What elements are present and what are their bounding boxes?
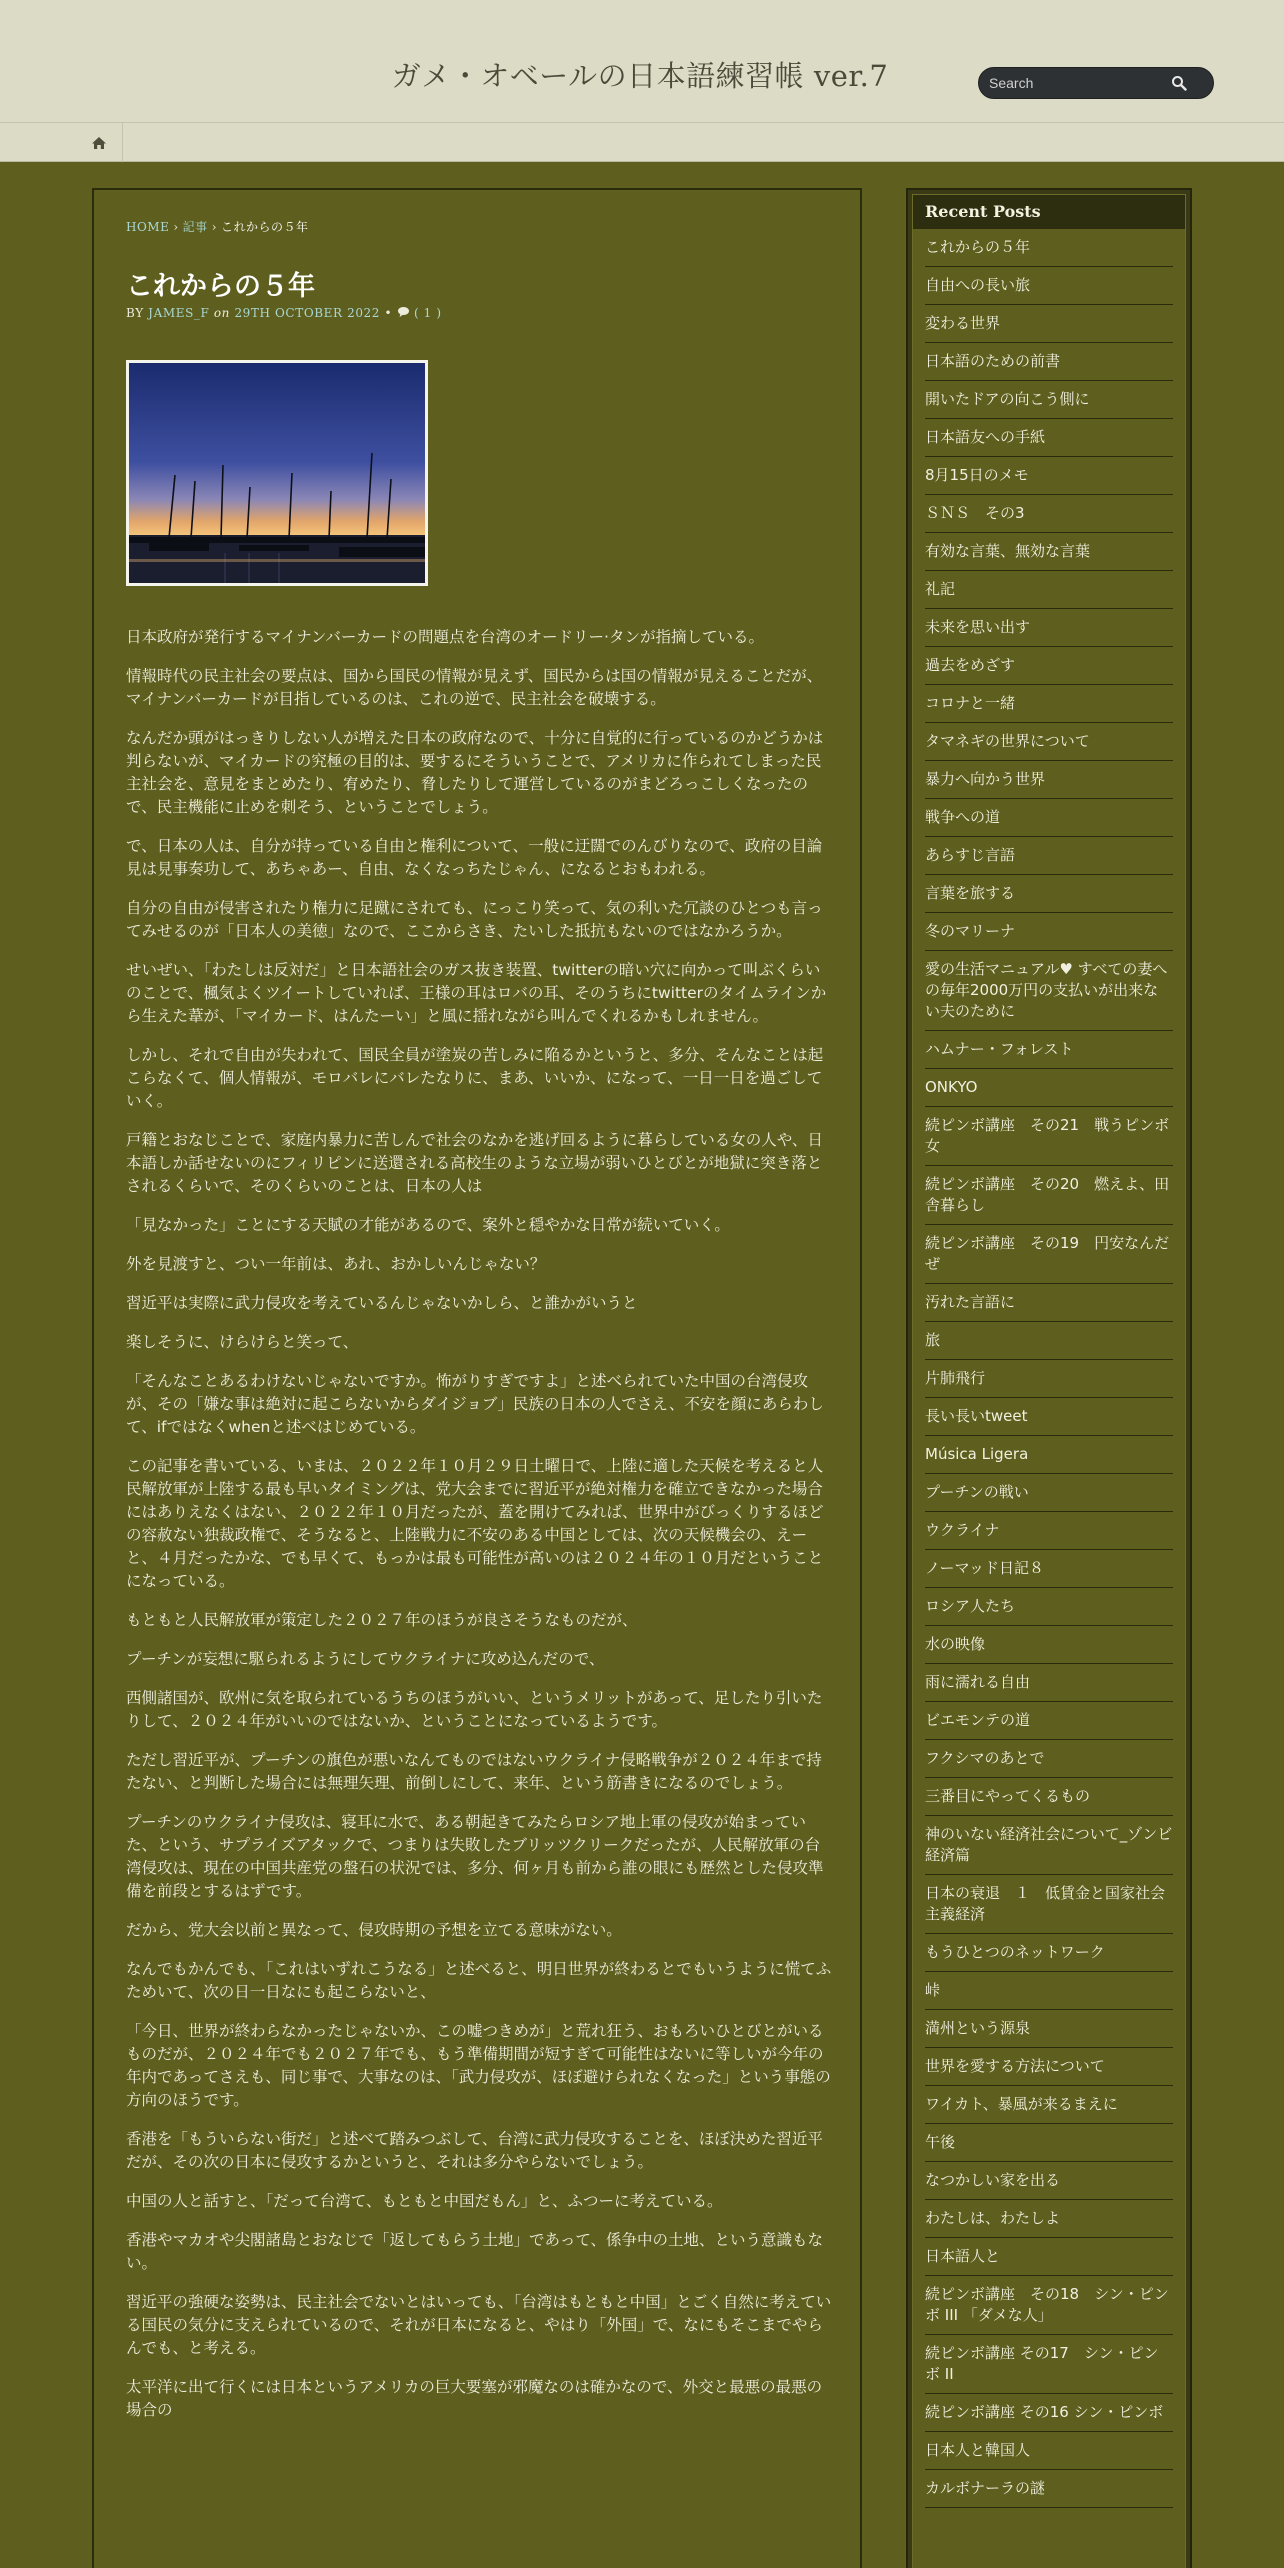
recent-post-item [925, 1934, 1173, 1972]
recent-post-link[interactable]: ワイカト、暴風が来るまえに [925, 2095, 1118, 2113]
recent-post-link[interactable]: ONKYO [925, 1078, 978, 1096]
recent-post-link[interactable]: 続ピンボ講座 その21 戦うピンボ女 [925, 1116, 1170, 1155]
search-input[interactable] [989, 72, 1159, 94]
recent-post-item [925, 2086, 1173, 2124]
search-box [978, 67, 1214, 99]
recent-post-item [925, 1512, 1173, 1550]
recent-post-link[interactable]: 峠 [925, 1981, 941, 1999]
recent-post-item [925, 381, 1173, 419]
recent-post-item [925, 609, 1173, 647]
recent-post-link[interactable]: 長い長いtweet [925, 1407, 1028, 1425]
recent-post-link[interactable]: 汚れた言語に [925, 1293, 1016, 1311]
recent-post-link[interactable]: 礼記 [925, 580, 956, 598]
post-paragraph: 西側諸国が、欧州に気を取られているうちのほうがいい、というメリットがあって、足したり引いたりして、２０２４年がいいのではないか、ということになっているようです。 [126, 1689, 823, 1730]
post-paragraph: で、日本の人は、自分が持っている自由と権利について、一般に迂闊でのんびりなので、政府の目論見は見事奏功して、あちゃあー、自由、なくなっちたじゃん、になるとおもわれる。 [126, 837, 823, 878]
recent-posts-widget [912, 194, 1186, 2568]
recent-post-item [925, 1436, 1173, 1474]
recent-post-item [925, 419, 1173, 457]
recent-post-item [925, 305, 1173, 343]
recent-post-link[interactable]: Música Ligera [925, 1445, 1029, 1463]
post-paragraph: プーチンのウクライナ侵攻は、寝耳に水で、ある朝起きてみたらロシア地上軍の侵攻が始まっていた、という、サプライズアタックで、つまりは失敗したブリッツクリークだったが、人民解放軍の台湾侵攻は、現在の中国共産党の盤石の状況では、多分、何ヶ月も前から誰の眼にも歴然とした侵攻準備を前段とするはずです。 [126, 1813, 824, 1900]
recent-post-link[interactable]: コロナと一緒 [925, 694, 1016, 712]
recent-post-item [925, 533, 1173, 571]
recent-post-item [925, 2048, 1173, 2086]
recent-post-item [925, 1398, 1173, 1436]
recent-post-item [925, 2394, 1173, 2432]
meta-by-label: BY [126, 306, 144, 320]
widget-title: Recent Posts [913, 195, 1185, 229]
post-paragraph: プーチンが妄想に駆られるようにしてウクライナに攻め込んだので、 [126, 1650, 605, 1668]
recent-post-item [925, 685, 1173, 723]
recent-post-link[interactable]: 愛の生活マニュアル♥ すべての妻への毎年2000万円の支払いが出来ない夫のために [925, 960, 1168, 1020]
recent-post-item [925, 1107, 1173, 1166]
site-header [0, 0, 1284, 122]
post-paragraph: しかし、それで自由が失われて、国民全員が塗炭の苦しみに陥るかというと、多分、そんなことは起こらなくて、個人情報が、モロバレにバレたなりに、まあ、いいか、になって、一日一日を過ごしていく。 [126, 1046, 824, 1110]
recent-post-item [925, 457, 1173, 495]
post-paragraph: 「今日、世界が終わらなかったじゃないか、この嘘つきめが」と荒れ狂う、おもろいひとびとがいるものだが、２０２４年でも２０２７年でも、もう準備期間が短すぎて可能性はないに等しいが今年の年内であってさえも、同じ事で、大事なのは、「武力侵攻が、ほぼ避けられなくなった」という事態の方向のほうです。 [126, 2022, 831, 2109]
post-date-link[interactable]: 29TH OCTOBER 2022 [234, 306, 381, 320]
recent-post-link[interactable]: わたしは、わたしよ [925, 2209, 1061, 2227]
recent-post-link[interactable]: なつかしい家を出る [925, 2171, 1061, 2189]
comments-link[interactable]: ( 1 ) [413, 306, 442, 320]
recent-post-item [925, 1166, 1173, 1225]
post-paragraph: 「見なかった」ことにする天賦の才能があるので、案外と穏やかな日常が続いていく。 [126, 1216, 730, 1234]
post-title: これからの５年 [126, 271, 315, 302]
post-paragraph: 中国の人と話すと、「だって台湾て、もともと中国だもん」と、ふつーに考えている。 [126, 2192, 723, 2210]
recent-post-item [925, 1875, 1173, 1934]
post-paragraph: 戸籍とおなじことで、家庭内暴力に苦しんで社会のなかを逃げ回るように暮らしている女の人や、日本語しか話せないのにフィリピンに送還される高校生のような立場が弱いひとびとが地獄に突き落とされるくらいで、そのくらいのことは、日本の人は [126, 1131, 823, 1195]
recent-post-link[interactable]: 片肺飛行 [925, 1369, 986, 1387]
recent-post-item [925, 1360, 1173, 1398]
recent-post-item [925, 2124, 1173, 2162]
recent-post-link[interactable]: 暴力へ向かう世界 [925, 770, 1046, 788]
meta-dot: • [384, 306, 393, 320]
recent-post-link[interactable]: ノーマッド日記８ [925, 1559, 1044, 1577]
recent-post-link[interactable]: フクシマのあとで [925, 1749, 1045, 1767]
recent-post-link[interactable]: 世界を愛する方法について [925, 2057, 1105, 2075]
recent-post-item [925, 2335, 1173, 2394]
recent-post-link[interactable]: 神のいない経済社会について_ゾンビ経済篇 [925, 1825, 1173, 1864]
recent-post-link[interactable]: 雨に濡れる自由 [925, 1673, 1031, 1691]
recent-post-link[interactable]: プーチンの戦い [925, 1483, 1029, 1501]
recent-post-item [925, 723, 1173, 761]
breadcrumb-home[interactable]: HOME [126, 220, 170, 234]
recent-post-link[interactable]: 日本人と韓国人 [925, 2441, 1031, 2459]
recent-post-item [925, 799, 1173, 837]
recent-post-link[interactable]: 未来を思い出す [925, 618, 1031, 636]
recent-post-item [925, 1626, 1173, 1664]
home-icon [91, 136, 107, 150]
recent-post-item [925, 1740, 1173, 1778]
search-icon [1171, 75, 1187, 91]
recent-post-link[interactable]: ビエモンテの道 [925, 1711, 1031, 1729]
sidebar [906, 188, 1192, 2568]
recent-post-link[interactable]: ロシア人たち [925, 1597, 1016, 1615]
post-body [126, 626, 832, 2438]
recent-post-item [925, 1550, 1173, 1588]
breadcrumb-separator: › [211, 220, 217, 234]
recent-post-item [925, 2470, 1173, 2508]
recent-post-item [925, 1284, 1173, 1322]
post-meta [126, 306, 442, 320]
recent-post-link[interactable]: 水の映像 [925, 1635, 986, 1653]
recent-post-link[interactable]: 自由への長い旅 [925, 276, 1031, 294]
recent-post-link[interactable]: 午後 [925, 2133, 956, 2151]
nav-bar [0, 122, 1284, 162]
post-paragraph: 香港やマカオや尖閣諸島とおなじで「返してもらう土地」であって、係争中の土地、という意識もない。 [126, 2231, 824, 2272]
recent-post-link[interactable]: 日本の衰退 １ 低賃金と国家社会主義経済 [925, 1884, 1166, 1923]
recent-post-link[interactable]: 戦争への道 [925, 808, 1001, 826]
post-paragraph: ただし習近平が、プーチンの旗色が悪いなんてものではないウクライナ侵略戦争が２０２４年まで持たない、と判断した場合には無理矢理、前倒しにして、来年、という筋書きになるのでしょう。 [126, 1751, 822, 1792]
post-paragraph: せいぜい、「わたしは反対だ」と日本語社会のガス抜き装置、twitterの暗い穴に向かって叫ぶくらいのことで、楓気よくツイートしていれば、王様の耳はロバの耳、そのうちにtwitterのタイムラインから生えた葦が、「マイカード、はんたーい」と風に揺れながら叫んでくれるかもしれません。 [126, 961, 827, 1025]
author-link[interactable]: JAMES_F [148, 306, 210, 320]
recent-post-link[interactable]: 続ピンボ講座 その19 円安なんだぜ [925, 1234, 1170, 1273]
post-paragraph: 習近平は実際に武力侵攻を考えているんじゃないかしら、と誰かがいうと [126, 1294, 638, 1312]
post-paragraph: 楽しそうに、けらけらと笑って、 [126, 1333, 359, 1351]
post-paragraph: なんでもかんでも、「これはいずれこうなる」と述べると、明日世界が終わるとでもいうように慌てふためいて、次の日一日なにも起こらないと、 [126, 1960, 832, 2001]
recent-post-item [925, 913, 1173, 951]
recent-post-item [925, 1972, 1173, 2010]
recent-post-link[interactable]: これからの５年 [925, 238, 1031, 256]
post-paragraph: この記事を書いている、いまは、２０２２年１０月２９日土曜日で、上陸に適した天候を考えると人民解放軍が上陸する最も早いタイミングは、党大会までに習近平が絶対権力を確立できなかった場合にはありえなくはない、２０２２年１０月だったが、蓋を開けてみれば、世界中がびっくりするほどの容赦ない独裁政権で、そうなると、上陸戦力に不安のある中国としては、次の天候機会の、えーと、４月だったかな、でも早くて、もっかは最も可能性が高いのは２０２４年の１０月だということになっている。 [126, 1457, 824, 1590]
recent-post-link[interactable]: タマネギの世界について [925, 732, 1090, 750]
meta-on-label: on [213, 306, 231, 320]
post-image-marina-sunset[interactable] [126, 360, 428, 586]
recent-post-item [925, 761, 1173, 799]
recent-post-link[interactable]: 日本語友への手紙 [925, 428, 1046, 446]
post-paragraph: 太平洋に出て行くには日本というアメリカの巨大要塞が邪魔なのは確かなので、外交と最悪の最悪の場合の [126, 2378, 823, 2419]
recent-post-link[interactable]: ウクライナ [925, 1521, 1000, 1539]
recent-post-item [925, 267, 1173, 305]
site-title[interactable]: ガメ・オベールの日本語練習帳 ver.7 [391, 59, 889, 93]
post-paragraph: 自分の自由が侵害されたり権力に足蹴にされても、にっこり笑って、気の利いた冗談のひとつも言ってみせるのが「日本人の美徳」なので、ここからさき、たいした抵抗もないのではなかろうか。 [126, 899, 823, 940]
search-button[interactable] [1165, 71, 1193, 95]
recent-posts-list [913, 229, 1185, 2508]
recent-post-item [925, 1069, 1173, 1107]
recent-post-item [925, 1816, 1173, 1875]
post-paragraph: 習近平の強硬な姿勢は、民主社会でないとはいっても、「台湾はもともと中国」とごく自然に考えている国民の気分に支えられているので、それが日本になると、やはり「外国」で、なにもそこまでやらんでも、と考える。 [126, 2293, 832, 2357]
post-paragraph: 「そんなことあるわけないじゃないですか。怖がりすぎですよ」と述べられていた中国の台湾侵攻が、その「嫌な事は絶対に起こらないからダイジョブ」民族の日本の人でさえ、不安を顔にあらわして、ifではなくwhenと述べはじめている。 [126, 1372, 824, 1436]
home-nav-link[interactable] [75, 123, 123, 162]
recent-post-item [925, 951, 1173, 1031]
recent-post-link[interactable]: ハムナー・フォレスト [925, 1040, 1074, 1058]
recent-post-link[interactable]: 三番目にやってくるもの [925, 1787, 1091, 1805]
recent-post-item [925, 571, 1173, 609]
recent-post-item [925, 1778, 1173, 1816]
recent-post-item [925, 1225, 1173, 1284]
breadcrumb-current: これからの５年 [221, 220, 309, 234]
recent-post-item [925, 229, 1173, 267]
recent-post-link[interactable]: 旅 [925, 1331, 941, 1349]
post-paragraph: 香港を「もういらない街だ」と述べて踏みつぶして、台湾に武力侵攻することを、ほぼ決めた習近平だが、その次の日本に侵攻するかというと、それは多分やらないでしょう。 [126, 2130, 823, 2171]
recent-post-item [925, 1664, 1173, 1702]
recent-post-link[interactable]: 過去をめざす [925, 656, 1016, 674]
recent-post-item [925, 2200, 1173, 2238]
recent-post-item [925, 875, 1173, 913]
recent-post-item [925, 1031, 1173, 1069]
post-paragraph: 日本政府が発行するマイナンバーカードの問題点を台湾のオードリー·タンが指摘している。 [126, 628, 764, 646]
recent-post-link[interactable]: 変わる世界 [925, 314, 1001, 332]
post-paragraph: なんだか頭がはっきりしない人が増えた日本の政府なので、十分に自覚的に行っているのかどうかは判らないが、マイカードの究極の目的は、要するにそういうことで、アメリカに作られてしまった民主社会を、意見をまとめたり、宥めたり、脅したりして運営しているのがまどろっこしくなったので、民主機能に止めを刺そう、ということでしょう。 [126, 729, 824, 816]
recent-post-item [925, 837, 1173, 875]
recent-post-link[interactable]: 続ピンボ講座 その20 燃えよ、田舎暮らし [925, 1175, 1170, 1214]
recent-post-link[interactable]: 日本語のための前書 [925, 352, 1061, 370]
recent-post-link[interactable]: 8月15日のメモ [925, 466, 1029, 484]
recent-post-link[interactable]: 続ピンボ講座 その17 シン・ピンボ II [925, 2344, 1159, 2383]
recent-post-item [925, 2432, 1173, 2470]
breadcrumb-category[interactable]: 記事 [182, 220, 208, 234]
post-paragraph: もともと人民解放軍が策定した２０２７年のほうが良さそうなものだが、 [126, 1611, 638, 1629]
recent-post-item [925, 2276, 1173, 2335]
recent-post-item [925, 343, 1173, 381]
recent-post-link[interactable]: 有効な言葉、無効な言葉 [925, 542, 1091, 560]
post-paragraph: だから、党大会以前と異なって、侵攻時期の予想を立てる意味がない。 [126, 1921, 622, 1939]
recent-post-link[interactable]: もうひとつのネットワーク [925, 1943, 1105, 1961]
recent-post-item [925, 2238, 1173, 2276]
recent-post-link[interactable]: 冬のマリーナ [925, 922, 1016, 940]
recent-post-link[interactable]: 続ピンボ講座 その16 シン・ピンボ [925, 2403, 1164, 2421]
recent-post-item [925, 495, 1173, 533]
recent-post-item [925, 647, 1173, 685]
recent-post-link[interactable]: カルボナーラの謎 [925, 2479, 1046, 2497]
recent-post-item [925, 1474, 1173, 1512]
recent-post-link[interactable]: ＳＮＳ その3 [925, 504, 1025, 522]
breadcrumb-separator: › [173, 220, 179, 234]
recent-post-link[interactable]: 開いたドアの向こう側に [925, 390, 1090, 408]
recent-post-item [925, 1702, 1173, 1740]
marina-sunset-picture [129, 363, 425, 583]
recent-post-item [925, 1322, 1173, 1360]
post-paragraph: 情報時代の民主社会の要点は、国から国民の情報が見えず、国民からは国の情報が見えることだが、マイナンバーカードが目指しているのは、これの逆で、民主社会を破壊する。 [126, 667, 823, 708]
breadcrumb [126, 218, 309, 235]
main-content [92, 188, 862, 2568]
recent-post-link[interactable]: 続ピンボ講座 その18 シン・ピンボ III 「ダメな人」 [925, 2285, 1169, 2324]
recent-post-link[interactable]: 日本語人と [925, 2247, 1001, 2265]
recent-post-link[interactable]: あらすじ言語 [925, 846, 1016, 864]
post-paragraph: 外を見渡すと、つい一年前は、あれ、おかしいんじゃない？ [126, 1255, 546, 1273]
recent-post-item [925, 2162, 1173, 2200]
recent-post-link[interactable]: 満州という源泉 [925, 2019, 1031, 2037]
recent-post-link[interactable]: 言葉を旅する [925, 884, 1016, 902]
recent-post-item [925, 1588, 1173, 1626]
recent-post-item [925, 2010, 1173, 2048]
comment-icon [397, 306, 410, 318]
